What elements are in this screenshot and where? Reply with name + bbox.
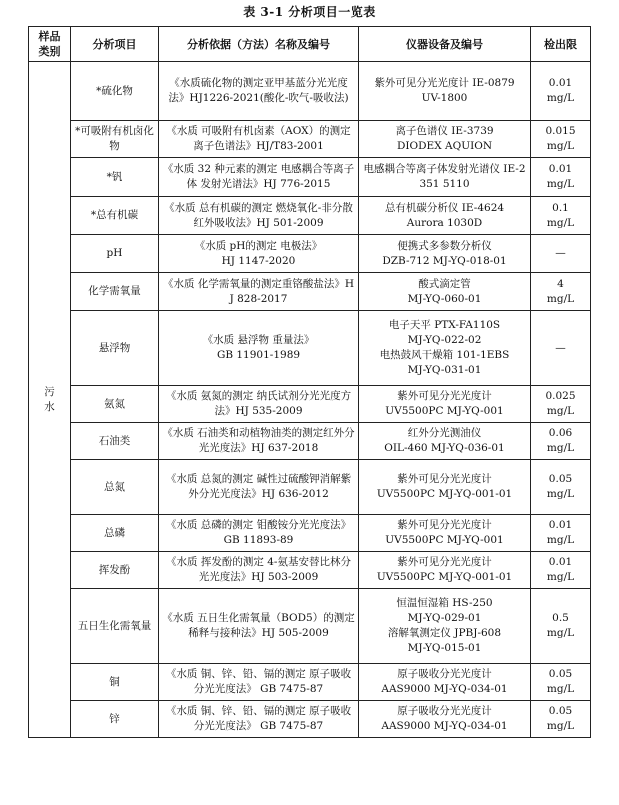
method-cell: 《水质 铜、锌、铅、镉的测定 原子吸收分光光度法》 GB 7475-87 [159,701,359,738]
limit-cell: — [531,311,591,386]
method-cell: 《水质 总有机碳的测定 燃烧氧化-非分散红外吸收法》HJ 501-2009 [159,197,359,235]
instrument-cell: 电子天平 PTX-FA110S MJ-YQ-022-02 电热鼓风干燥箱 101-1EBS MJ-YQ-031-01 [359,311,531,386]
table-row [29,515,591,552]
limit-cell: 0.01 mg/L [531,62,591,121]
limit-cell: 0.05 mg/L [531,664,591,701]
item-cell: *硫化物 [71,62,159,121]
analysis-items-table [28,26,591,738]
instrument-cell: 离子色谱仪 IE-3739 DIODEX AQUION [359,121,531,158]
limit-cell: 0.05 mg/L [531,701,591,738]
method-cell: 《水质硫化物的测定亚甲基蓝分光光度法》HJ1226-2021(酸化-吹气-吸收法) [159,62,359,121]
item-cell: 总磷 [71,515,159,552]
method-cell: 《水质 五日生化需氧量（BOD5）的测定 稀释与接种法》HJ 505-2009 [159,589,359,664]
table-row [29,460,591,515]
table-row [29,701,591,738]
header-item: 分析项目 [71,27,159,62]
limit-cell: 0.05 mg/L [531,460,591,515]
table-row [29,62,591,121]
item-cell: 石油类 [71,423,159,460]
method-cell: 《水质 氨氮的测定 纳氏试剂分光光度方法》HJ 535-2009 [159,386,359,423]
instrument-cell: 便携式多参数分析仪 DZB-712 MJ-YQ-018-01 [359,235,531,273]
table-header-row [29,27,591,62]
limit-cell: 0.01 mg/L [531,552,591,589]
instrument-cell: 原子吸收分光光度计 AAS9000 MJ-YQ-034-01 [359,664,531,701]
limit-cell: 0.015 mg/L [531,121,591,158]
item-cell: 锌 [71,701,159,738]
table-row [29,197,591,235]
instrument-cell: 紫外可见分光光度计 UV5500PC MJ-YQ-001 [359,515,531,552]
table-row [29,235,591,273]
table-row [29,311,591,386]
item-cell: 氨氮 [71,386,159,423]
header-method: 分析依据（方法）名称及编号 [159,27,359,62]
item-cell: 铜 [71,664,159,701]
instrument-cell: 恒温恒湿箱 HS-250 MJ-YQ-029-01 溶解氧测定仪 JPBJ-608 MJ-YQ-015-01 [359,589,531,664]
method-cell: 《水质 挥发酚的测定 4-氨基安替比林分光光度法》HJ 503-2009 [159,552,359,589]
limit-cell: 0.1 mg/L [531,197,591,235]
method-cell: 《水质 铜、锌、铅、镉的测定 原子吸收分光光度法》 GB 7475-87 [159,664,359,701]
table-row [29,589,591,664]
method-cell: 《水质 32 种元素的测定 电感耦合等离子体 发射光谱法》HJ 776-2015 [159,158,359,197]
limit-cell: 0.06 mg/L [531,423,591,460]
item-cell: 五日生化需氧量 [71,589,159,664]
item-cell: *总有机碳 [71,197,159,235]
item-cell: pH [71,235,159,273]
table-row [29,121,591,158]
header-limit: 检出限 [531,27,591,62]
table-row [29,552,591,589]
method-cell: 《水质 石油类和动植物油类的测定红外分光光度法》HJ 637-2018 [159,423,359,460]
table-row [29,273,591,311]
instrument-cell: 紫外可见分光光度计 UV5500PC MJ-YQ-001-01 [359,552,531,589]
method-cell: 《水质 总氮的测定 碱性过硫酸钾消解紫外分光光度法》HJ 636-2012 [159,460,359,515]
table-row [29,386,591,423]
item-cell: 化学需氧量 [71,273,159,311]
limit-cell: 0.01 mg/L [531,158,591,197]
table-row [29,158,591,197]
category-cell: 污 水 [29,62,71,738]
table-row [29,423,591,460]
limit-cell: — [531,235,591,273]
instrument-cell: 酸式滴定管 MJ-YQ-060-01 [359,273,531,311]
header-category: 样品 类别 [29,27,71,62]
instrument-cell: 红外分光测油仪 OIL-460 MJ-YQ-036-01 [359,423,531,460]
limit-cell: 0.025 mg/L [531,386,591,423]
method-cell: 《水质 悬浮物 重量法》 GB 11901-1989 [159,311,359,386]
limit-cell: 0.5 mg/L [531,589,591,664]
item-cell: *钒 [71,158,159,197]
header-instrument: 仪器设备及编号 [359,27,531,62]
table-caption: 表 3-1 分析项目一览表 [243,5,376,19]
method-cell: 《水质 pH的测定 电极法》 HJ 1147-2020 [159,235,359,273]
limit-cell: 4 mg/L [531,273,591,311]
instrument-cell: 紫外可见分光光度计 IE-0879 UV-1800 [359,62,531,121]
item-cell: *可吸附有机卤化物 [71,121,159,158]
item-cell: 挥发酚 [71,552,159,589]
method-cell: 《水质 总磷的测定 钼酸铵分光光度法》GB 11893-89 [159,515,359,552]
instrument-cell: 原子吸收分光光度计 AAS9000 MJ-YQ-034-01 [359,701,531,738]
table-body [29,62,591,738]
instrument-cell: 电感耦合等离子体发射光谱仪 IE-2351 5110 [359,158,531,197]
instrument-cell: 总有机碳分析仪 IE-4624 Aurora 1030D [359,197,531,235]
instrument-cell: 紫外可见分光光度计 UV5500PC MJ-YQ-001 [359,386,531,423]
method-cell: 《水质 可吸附有机卤素（AOX）的测定 离子色谱法》HJ/T83-2001 [159,121,359,158]
item-cell: 悬浮物 [71,311,159,386]
instrument-cell: 紫外可见分光光度计 UV5500PC MJ-YQ-001-01 [359,460,531,515]
item-cell: 总氮 [71,460,159,515]
table-row [29,664,591,701]
limit-cell: 0.01 mg/L [531,515,591,552]
method-cell: 《水质 化学需氧量的测定重铬酸盐法》HJ 828-2017 [159,273,359,311]
